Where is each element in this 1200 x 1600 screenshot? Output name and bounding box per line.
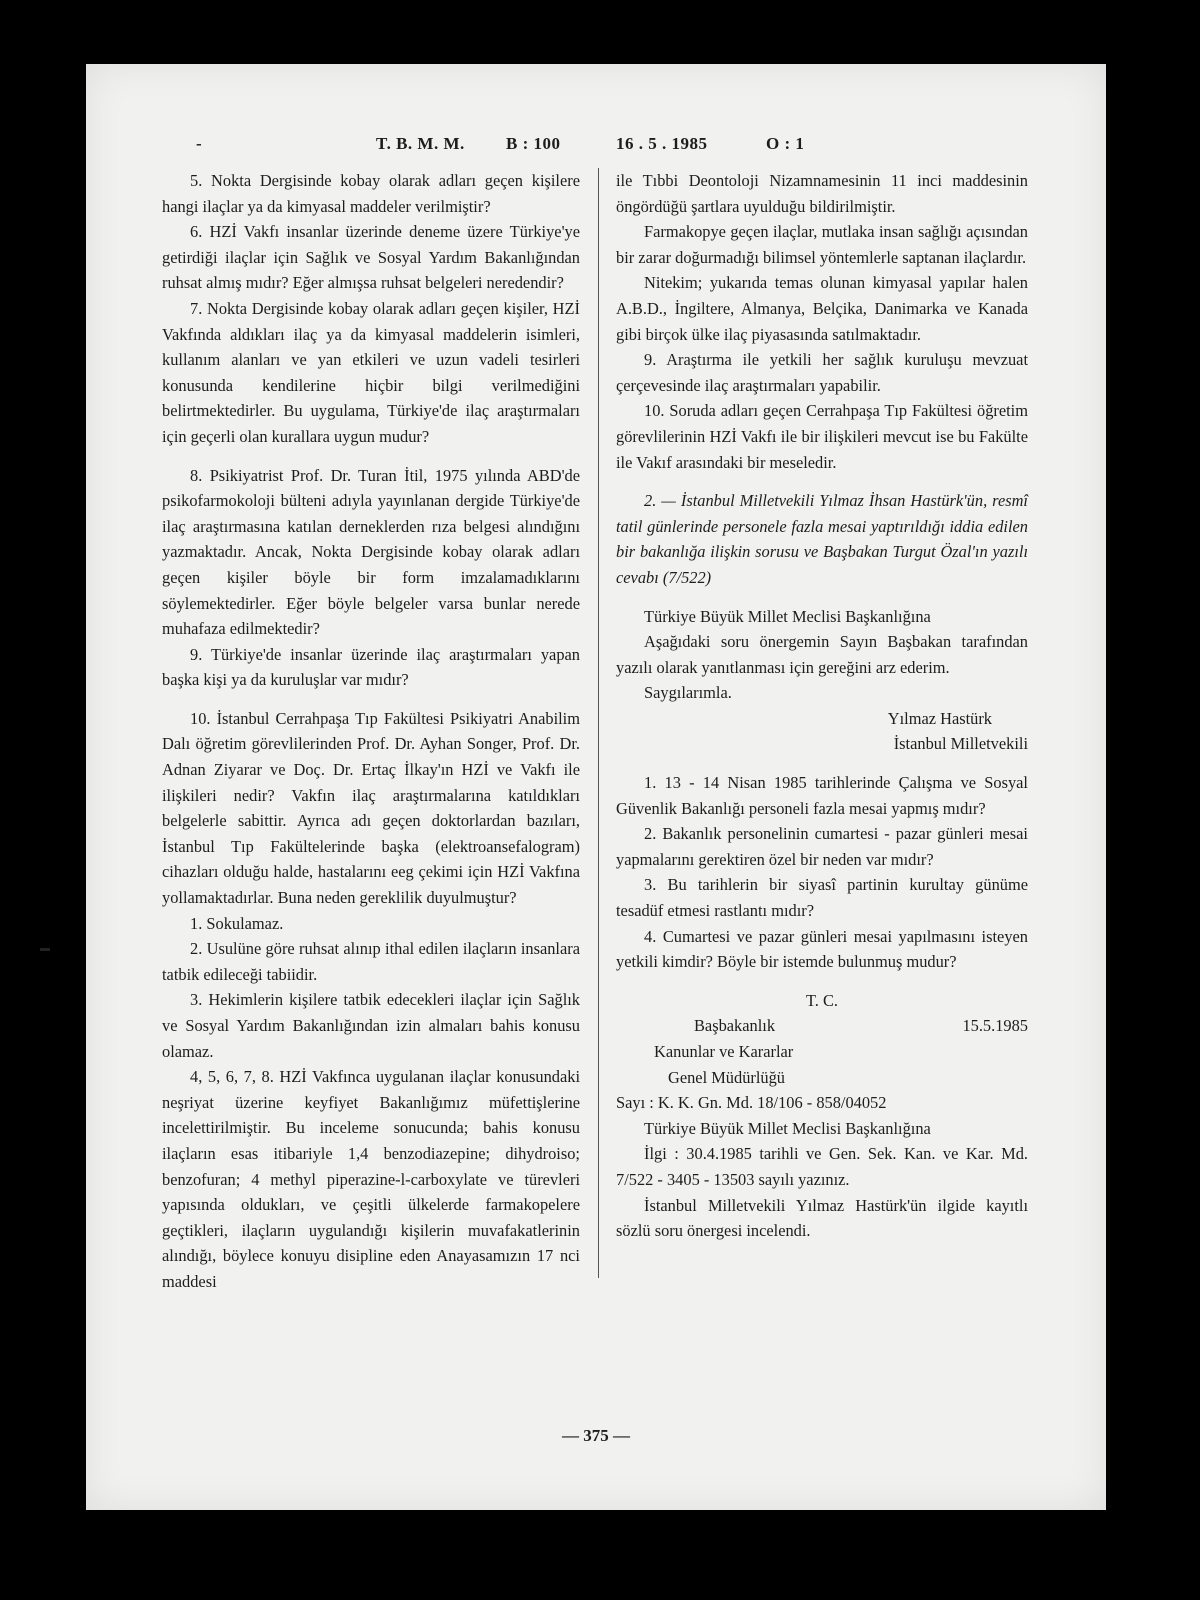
- paragraph: 4, 5, 6, 7, 8. HZİ Vakfınca uygulanan ilaçlar konusundaki neşriyat üzerine keyfiyet Bakanlığımız müfettişlerine incelettirilmiştir. Bu inceleme sonucunda; bahis konusu ilaçların esas itibariyle 1,4 benzodiazepine; dihydroiso; benzofuran; 4 methyl piperazine-l-carboxylate ve türevleri yapısında oldukları, ve çeşitli ülkelerde farmakopelere geçtikleri, ilaçların uygulandığı kişilerin muvafakatlerinin alındığı, böylece konuyu disipline eden Anayasamızın 17 nci maddesi: [162, 1067, 580, 1291]
- paragraph: 10. İstanbul Cerrahpaşa Tıp Fakültesi Psikiyatri Anabilim Dalı öğretim görevlilerinden Prof. Dr. Ayhan Songer, Prof. Dr. Adnan Ziyarar ve Doç. Dr. Ertaç İlkay'ın HZİ ve Vakfı ile ilişkileri nedir? Vakfın ilaç araştırmalarına katıldıkları belgelerle sabittir. Ayrıca adı geçen doktorlardan bazıları, İstanbul Tıp Fakültelerinde başka (elektroansefalogram) cihazları olduğu halde, hastalarını eeg çekimi için HZİ Vakfına yollamaktadırlar. Buna neden gereklilik duyulmuştur?: [162, 708, 580, 908]
- page-header: [196, 134, 996, 158]
- reply-date: 15.5.1985: [962, 1016, 1028, 1036]
- header-sitting: O : 1: [766, 134, 805, 153]
- header-date: 16 . 5 . 1985: [616, 134, 708, 153]
- left-column: [162, 168, 580, 1295]
- reply-body: İstanbul Milletvekili Yılmaz Hastürk'ün ilgide kayıtlı sözlü soru önergesi incelendi.: [616, 1195, 1028, 1241]
- tc-heading: T. C.: [805, 990, 839, 1010]
- paragraph: 6. HZİ Vakfı insanlar üzerinde deneme üzere Türkiye'ye getirdiği ilaçlar için Sağlık ve Sosyal Yardım Bakanlığından ruhsat almış mıdır? Eğer almışsa ruhsat belgeleri neredendir?: [162, 222, 580, 293]
- directorate-line: Kanunlar ve Kararlar: [654, 1042, 794, 1061]
- addressee: Türkiye Büyük Millet Meclisi Başkanlığına: [644, 606, 931, 626]
- document-page: [86, 64, 1106, 1510]
- paragraph: Farmakopye geçen ilaçlar, mutlaka insan sağlığı açısından bir zarar doğurmadığı bilimsel yöntemlerle saptanan ilaçlardır.: [616, 222, 1028, 267]
- paragraph: 5. Nokta Dergisinde kobay olarak adları geçen kişilere hangi ilaçlar ya da kimyasal maddeler verilmiştir?: [162, 171, 580, 216]
- greeting: Saygılarımla.: [644, 683, 732, 703]
- paragraph: 7. Nokta Dergisinde kobay olarak adları geçen kişiler, HZİ Vakfında aldıkları ilaç ya da kimyasal maddelerin isimleri, kullanım alanları ve yan etkileri ve uzun vadeli tesirleri konusunda kendilerine hiçbir bilgi verilmediğini belirtmektedirler. Bu uygulama, Türkiye'de ilaç araştırmaları için geçerli olan kurallara uygun mudur?: [162, 298, 580, 446]
- request-paragraph: Aşağıdaki soru önergemin Sayın Başbakan tarafından yazılı olarak yanıtlanması için gereğini arz ederim.: [616, 632, 1028, 677]
- signature-name: Yılmaz Hastürk: [887, 708, 992, 728]
- paragraph: 10. Soruda adları geçen Cerrahpaşa Tıp Fakültesi öğretim görevlilerinin HZİ Vakfı ile bir ilişkileri mevcut ise bu Fakülte ile Vakıf arasındaki bir meseledir.: [616, 401, 1028, 472]
- header-session: B : 100: [506, 134, 561, 153]
- reply-addressee: Türkiye Büyük Millet Meclisi Başkanlığına: [644, 1118, 931, 1138]
- question-item: 3. Bu tarihlerin bir siyasî partinin kurultay günüme tesadüf etmesi rastlantı mıdır?: [616, 875, 1028, 921]
- margin-mark: [40, 948, 50, 951]
- continuation-paragraph: ile Tıbbi Deontoloji Nizamnamesinin 11 inci maddesinin öngördüğü şartlara uyulduğu bildirilmiştir.: [616, 171, 1028, 216]
- page-number: — 375 —: [562, 1426, 630, 1445]
- header-institution: T. B. M. M.: [376, 134, 465, 153]
- right-column: [616, 168, 1028, 1244]
- paragraph: 8. Psikiyatrist Prof. Dr. Turan İtil, 1975 yılında ABD'de psikofarmokoloji bülteni adıyla yayınlanan dergide Türkiye'de ilaç araştırmasına katılan derneklerden rıza belgesi alındığını yazmaktadır. Ancak, Nokta Dergisinde kobay olarak adları geçen kişiler böyle bir form imzalamadıklarını söylemektedirler. Eğer böyle belgeler varsa bunlar nerede muhafaza edilmektedir?: [162, 465, 580, 639]
- question-item: 2. Bakanlık personelinin cumartesi - pazar günleri mesai yapmalarını gerektiren özel bir neden var mıdır?: [616, 824, 1028, 869]
- signature-title: İstanbul Milletvekili: [893, 734, 1028, 754]
- directorate-line: Genel Müdürlüğü: [668, 1067, 785, 1087]
- paragraph: 1. Sokulamaz.: [190, 913, 284, 933]
- header-dash: -: [196, 134, 203, 153]
- paragraph: 3. Hekimlerin kişilere tatbik edecekleri ilaçlar için Sağlık ve Sosyal Yardım Bakanlığından izin almaları bahis konusu olamaz.: [162, 990, 580, 1061]
- column-divider: [598, 168, 599, 1278]
- paragraph: 9. Türkiye'de insanlar üzerinde ilaç araştırmaları yapan başka kişi ya da kuruluşlar var mıdır?: [162, 644, 580, 690]
- question-item: 1. 13 - 14 Nisan 1985 tarihlerinde Çalışma ve Sosyal Güvenlik Bakanlığı personeli fazla mesai yapmış mıdır?: [616, 773, 1028, 818]
- office-name: Başbakanlık: [694, 1016, 776, 1036]
- section-title: 2. — İstanbul Milletvekili Yılmaz İhsan Hastürk'ün, resmî tatil günlerinde personele fazla mesai yaptırıldığı iddia edilen bir bakanlığa ilişkin sorusu ve Başbakan Turgut Özal'ın yazılı cevabı (7/522): [616, 491, 1028, 587]
- question-item: 4. Cumartesi ve pazar günleri mesai yapılmasını isteyen yetkili kimdir? Böyle bir istemde bulunmuş mudur?: [616, 926, 1028, 972]
- paragraph: 2. Usulüne göre ruhsat alınıp ithal edilen ilaçların insanlara tatbik edileceği tabiidir.: [162, 939, 580, 984]
- paragraph: Nitekim; yukarıda temas olunan kimyasal yapılar halen A.B.D., İngiltere, Almanya, Belçika, Danimarka ve Kanada gibi birçok ülke ilaç piyasasında satılmaktadır.: [616, 273, 1028, 344]
- paragraph: 9. Araştırma ile yetkili her sağlık kuruluşu mevzuat çerçevesinde ilaç araştırmaları yapabilir.: [616, 350, 1028, 395]
- reference-number: Sayı : K. K. Gn. Md. 18/106 - 858/04052: [616, 1093, 887, 1113]
- subject-line: İlgi : 30.4.1985 tarihli ve Gen. Sek. Kan. ve Kar. Md. 7/522 - 3405 - 13503 sayılı yazınız.: [616, 1144, 1028, 1189]
- office-row: [616, 1013, 1028, 1039]
